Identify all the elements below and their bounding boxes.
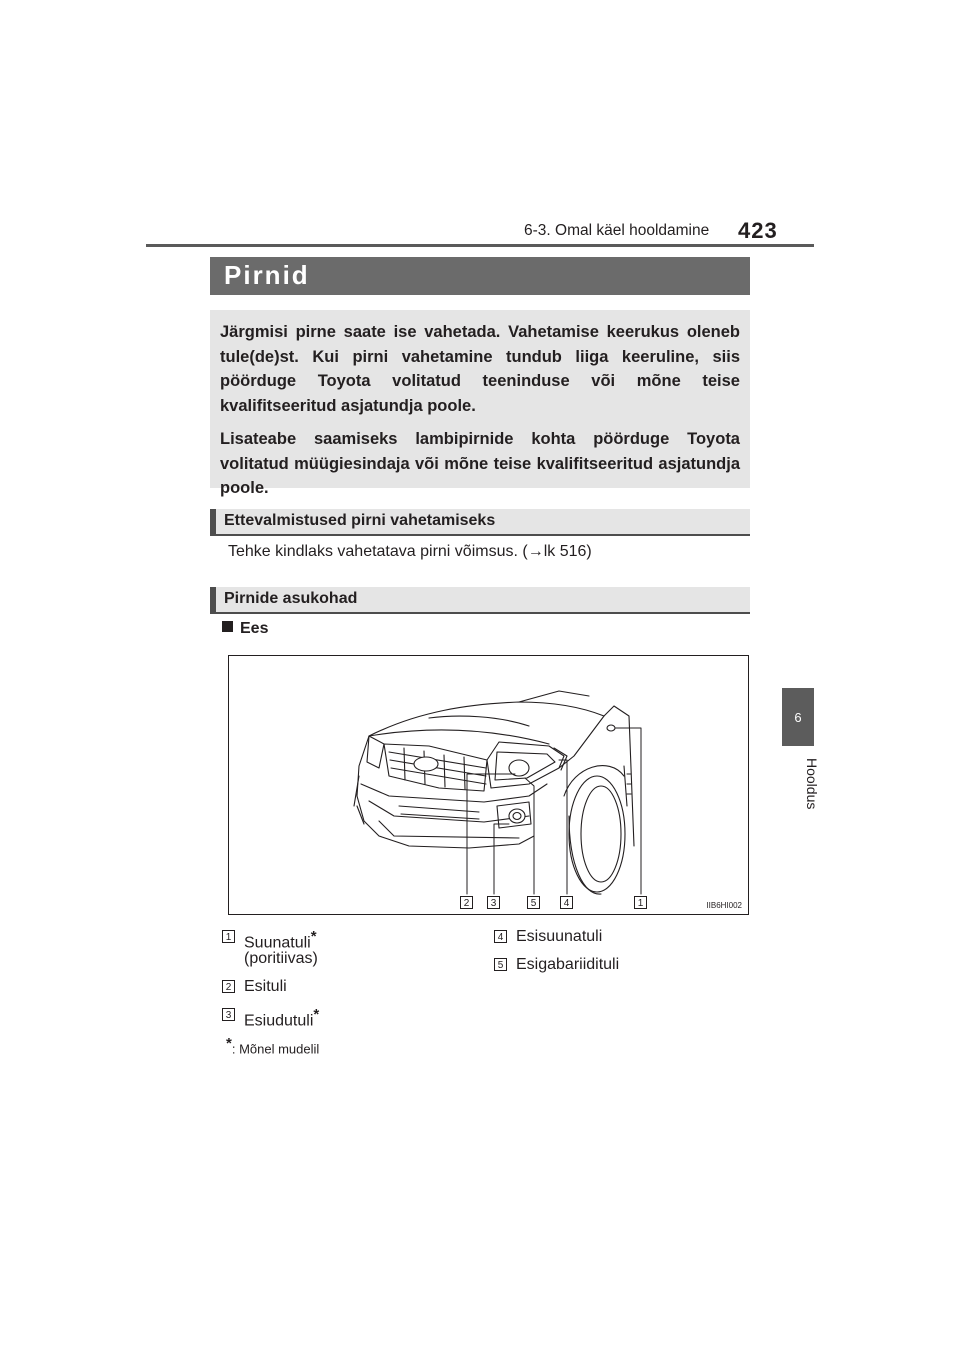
footnote-star: * bbox=[313, 1006, 320, 1023]
page-number: 423 bbox=[738, 218, 778, 243]
footnote-star: * bbox=[310, 928, 317, 945]
footnote-text: : Mõnel mudelil bbox=[231, 1041, 320, 1057]
callout-4: 4 bbox=[560, 896, 573, 909]
legend-item-5 bbox=[494, 954, 734, 976]
truck-front-illustration bbox=[229, 656, 748, 914]
callout-3: 3 bbox=[487, 896, 500, 909]
legend-label: Esisuunatuli bbox=[516, 928, 603, 945]
figure-code: IIB6HI002 bbox=[706, 901, 742, 910]
legend-label-text: Esiudutuli bbox=[244, 1012, 314, 1030]
front-bulb-location-figure bbox=[228, 655, 749, 915]
section-heading-text: Ettevalmistused pirni vahetamiseks bbox=[224, 512, 496, 529]
intro-paragraph-2: Lisateabe saamiseks lambipirnide kohta pöörduge Toyota volitatud müügiesindaja või mõne teise kvalifitseeritud asjatundja poole. bbox=[220, 430, 740, 497]
footnote bbox=[226, 1035, 319, 1056]
section-reference: 6-3. Omal käel hooldamine bbox=[524, 222, 710, 239]
chapter-tab bbox=[782, 688, 814, 746]
legend-number: 2 bbox=[222, 980, 235, 993]
footnote-star: * bbox=[226, 1035, 232, 1052]
heading-marker bbox=[210, 587, 216, 614]
legend-item-2 bbox=[222, 976, 462, 998]
header-rule bbox=[146, 244, 814, 247]
callout-5: 5 bbox=[527, 896, 540, 909]
legend-label-text: Suunatuli bbox=[244, 934, 311, 952]
legend-number: 1 bbox=[222, 930, 235, 943]
legend-number: 4 bbox=[494, 930, 507, 943]
section-heading-text: Pirnide asukohad bbox=[224, 590, 358, 607]
section-heading-preparation bbox=[210, 509, 750, 536]
chapter-number: 6 bbox=[794, 709, 802, 725]
intro-box bbox=[210, 310, 750, 497]
legend-item-1 bbox=[222, 926, 462, 970]
legend-number: 3 bbox=[222, 1008, 235, 1021]
legend-label bbox=[244, 1004, 319, 1032]
callout-2: 2 bbox=[460, 896, 473, 909]
callout-1: 1 bbox=[634, 896, 647, 909]
intro-paragraph-1: Järgmisi pirne saate ise vahetada. Vahetamise keerukus oleneb tule(de)st. Kui pirni vahetamine tundub liiga keeruline, siis pöörduge Toyota volitatud teeninduse või mõne teise kvalifitseeritud asjatundja poole. bbox=[220, 323, 740, 415]
page-title: Pirnid bbox=[224, 260, 310, 290]
page-title-bar bbox=[210, 257, 750, 295]
legend-item-4 bbox=[494, 926, 734, 948]
note-text: Tehke kindlaks vahetatava pirni võimsus. ( bbox=[228, 543, 528, 560]
legend-label: Esigabariidituli bbox=[516, 956, 620, 973]
page-ref-arrow: → bbox=[527, 543, 544, 560]
legend-item-3 bbox=[222, 1004, 462, 1030]
page-ref-link[interactable]: lk 516) bbox=[543, 543, 592, 560]
legend-label: Esituli bbox=[244, 978, 287, 995]
subheading-text: Ees bbox=[240, 620, 269, 637]
bulb-wattage-note bbox=[228, 543, 592, 561]
section-heading-locations bbox=[210, 587, 750, 614]
chapter-label: Hooldus bbox=[804, 758, 820, 810]
square-bullet-icon bbox=[222, 621, 233, 632]
legend-sublabel: (poritiivas) bbox=[244, 950, 318, 967]
heading-marker bbox=[210, 509, 216, 536]
subheading-front bbox=[222, 620, 268, 638]
legend-number: 5 bbox=[494, 958, 507, 971]
